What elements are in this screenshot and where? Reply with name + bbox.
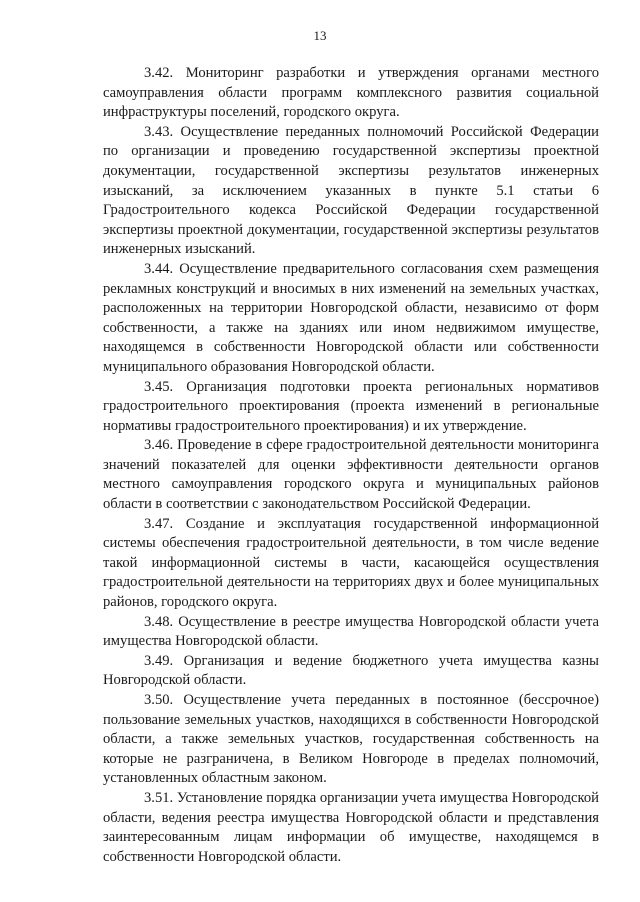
- paragraph-number: 3.44.: [144, 260, 174, 277]
- paragraph-3-48: [103, 613, 599, 652]
- paragraph-text: Мониторинг разработки и утверждения органами местного самоуправления области программ комплексного развития социальной инфраструктуры поселений, городского округа.: [103, 65, 599, 121]
- paragraph-text: Проведение в сфере градостроительной деятельности мониторинга значений показателей для оценки эффективности деятельности органов местного самоуправления городского округа и муниципальных районов области в соответствии с законодательством Российской Федерации.: [103, 437, 599, 513]
- paragraph-3-43: [103, 123, 599, 260]
- paragraph-number: 3.51.: [144, 789, 174, 806]
- paragraph-text: Осуществление учета переданных в постоянное (бессрочное) пользование земельных участков, находящихся в собственности Новгородской области, а также земельных участков, государственная собственность на которые не разграничена, в Великом Новгороде в пределах полномочий, установленных областным законом.: [103, 692, 599, 787]
- paragraph-3-51: [103, 789, 599, 867]
- paragraph-text: Установление порядка организации учета имущества Новгородской области, ведения реестра имущества Новгородской области и представления заинтересованным лицам информации об имуществе, находящемся в собственности Новгородской области.: [103, 789, 599, 865]
- paragraph-number: 3.45.: [144, 378, 174, 395]
- paragraph-3-42: [103, 64, 599, 123]
- paragraph-3-44: [103, 260, 599, 378]
- paragraph-3-47: [103, 515, 599, 613]
- paragraph-text: Осуществление переданных полномочий Российской Федерации по организации и проведению государственной экспертизы проектной документации, государственной экспертизы результатов инженерных изысканий, за исключением указанных в пункте 5.1 статьи 6 Градостроительного кодекса Российской Федерации государственной экспертизы проектной документации, государственной экспертизы результатов инженерных изысканий.: [103, 123, 599, 258]
- paragraph-number: 3.50.: [144, 692, 174, 708]
- paragraph-text: Создание и эксплуатация государственной информационной системы обеспечения градостроительной деятельности, в том числе ведение такой информационной системы в части, касающейся осуществления градостроительной деятельности на территориях двух и более муниципальных районов, городского округа.: [103, 515, 600, 611]
- paragraph-3-45: [103, 378, 599, 437]
- paragraph-3-49: [103, 652, 599, 691]
- paragraph-number: 3.46.: [144, 437, 174, 454]
- paragraph-number: 3.43.: [144, 123, 174, 140]
- paragraph-text: Организация и ведение бюджетного учета имущества казны Новгородской области.: [103, 652, 599, 689]
- paragraph-number: 3.48.: [144, 613, 174, 630]
- paragraph-text: Организация подготовки проекта региональных нормативов градостроительного проектирования (проекта изменений в региональные нормативы градостроительного проектирования) и их утверждение.: [103, 378, 600, 434]
- paragraph-3-50: [103, 691, 599, 789]
- document-body: [103, 64, 599, 867]
- paragraph-number: 3.49.: [144, 652, 174, 669]
- page-number: 13: [313, 28, 327, 43]
- paragraph-3-46: [103, 436, 599, 514]
- paragraph-text: Осуществление в реестре имущества Новгородской области учета имущества Новгородской области.: [103, 613, 599, 650]
- paragraph-text: Осуществление предварительного согласования схем размещения рекламных конструкций и вносимых в них изменений на земельных участках, расположенных на территории Новгородской области, независимо от форм собственности, а также на зданиях или ином недвижимом имуществе, находящемся в собственности Новгородской области или собственности муниципального образования Новгородской области.: [103, 260, 599, 375]
- paragraph-number: 3.42.: [144, 65, 174, 81]
- paragraph-number: 3.47.: [144, 515, 174, 532]
